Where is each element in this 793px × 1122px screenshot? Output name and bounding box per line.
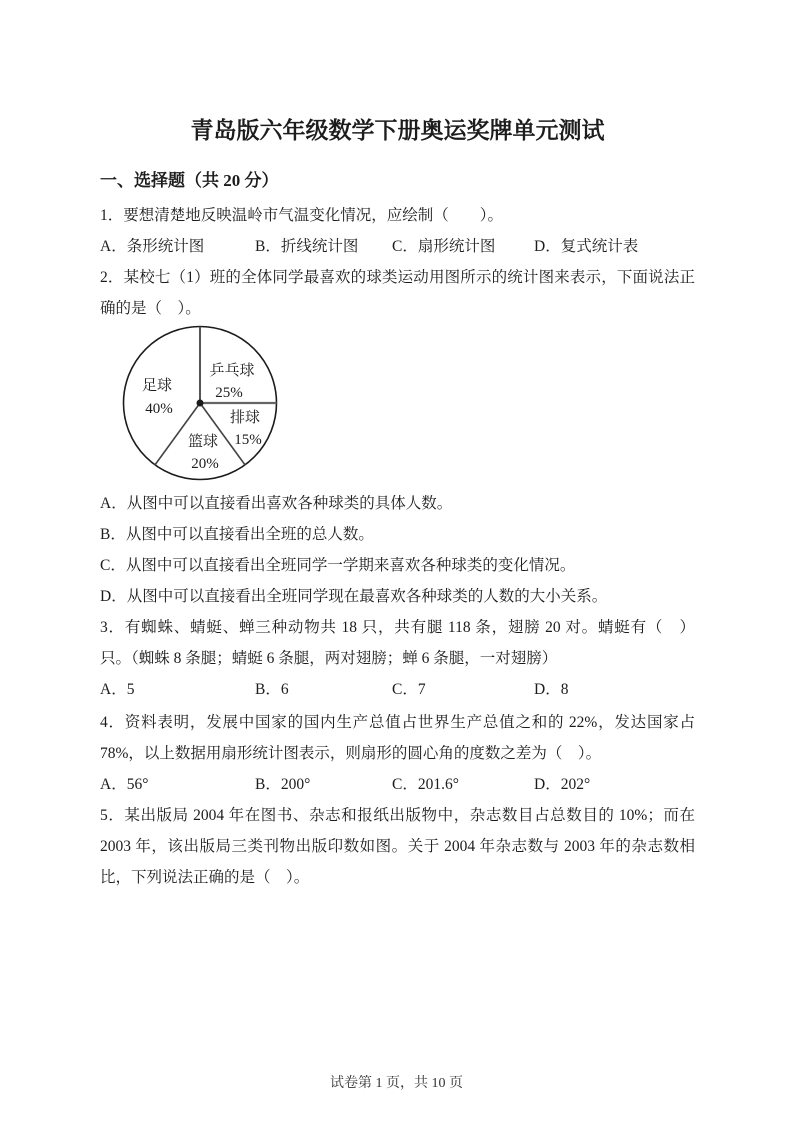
question-4-option-c: C．201.6° [392,776,459,793]
question-2-option-d: D．从图中可以直接看出全班同学现在最喜欢各种球类的人数的大小关系。 [100,588,608,605]
pie-chart [120,324,280,482]
question-3-options [100,674,695,705]
pie-label-pingpong-pct: 25% [215,385,243,401]
question-1-stem: 1．要想清楚地反映温岭市气温变化情况，应绘制（ ）。 [100,207,504,224]
pie-label-volleyball-pct: 15% [234,432,262,448]
question-3-option-c: C．7 [392,681,426,698]
question-1-option-c: C．扇形统计图 [392,238,496,255]
pie-label-football-name: 足球 [141,378,173,394]
question-5-stem: 5．某出版局 2004 年在图书、杂志和报纸出版物中，杂志数目占总数目的 10%；而在 2003 年，该出版局三类刊物出版印数如图。关于 2004 年杂志数与 2003 年的杂志数相比，下列说法正确的是（ ）。 [100,807,695,886]
section-heading: 一、选择题（共 20 分） [100,171,279,190]
question-4-options [100,769,695,800]
pie-label-basketball-name: 篮球 [187,434,219,450]
question-2-option-a: A．从图中可以直接看出喜欢各种球类的具体人数。 [100,495,453,512]
question-1-option-d: D．复式统计表 [534,238,639,255]
page-footer: 试卷第 1 页，共 10 页 [330,1076,463,1091]
question-4-stem: 4．资料表明，发展中国家的国内生产总值占世界生产总值之和的 22%，发达国家占 78%，以上数据用扇形统计图表示，则扇形的圆心角的度数之差为（ ）。 [100,714,695,762]
question-2-options [100,488,695,612]
pie-label-volleyball-name: 排球 [229,410,261,426]
question-3-stem: 3．有蜘蛛、蜻蜓、蝉三种动物共 18 只，共有腿 118 条，翅膀 20 对。蜻蜓有（ ）只。（蜘蛛 8 条腿；蜻蜓 6 条腿，两对翅膀；蝉 6 条腿，一对翅膀） [100,619,695,667]
pie-label-pingpong-name: 乒乓球 [209,363,255,379]
pie-label-basketball-pct: 20% [191,456,219,472]
question-4-option-d: D．202° [534,776,591,793]
question-3-option-b: B．6 [255,681,289,698]
page-title: 青岛版六年级数学下册奥运奖牌单元测试 [190,118,605,143]
question-1-option-a: A．条形统计图 [100,238,205,255]
question-4-option-a: A．56° [100,776,149,793]
question-3-option-d: D．8 [534,681,569,698]
question-2-stem: 2．某校七（1）班的全体同学最喜欢的球类运动用图所示的统计图来表示，下面说法正确的是（ ）。 [100,269,695,317]
page-content [100,0,695,893]
pie-label-football-pct: 40% [145,401,173,417]
question-1-option-b: B．折线统计图 [255,238,359,255]
question-2-option-c: C．从图中可以直接看出全班同学一学期来喜欢各种球类的变化情况。 [100,557,576,574]
question-2-option-b: B．从图中可以直接看出全班的总人数。 [100,526,374,543]
question-1-options [100,231,695,262]
pie-center-dot [197,400,204,407]
question-3-option-a: A．5 [100,681,135,698]
question-4-option-b: B．200° [255,776,311,793]
